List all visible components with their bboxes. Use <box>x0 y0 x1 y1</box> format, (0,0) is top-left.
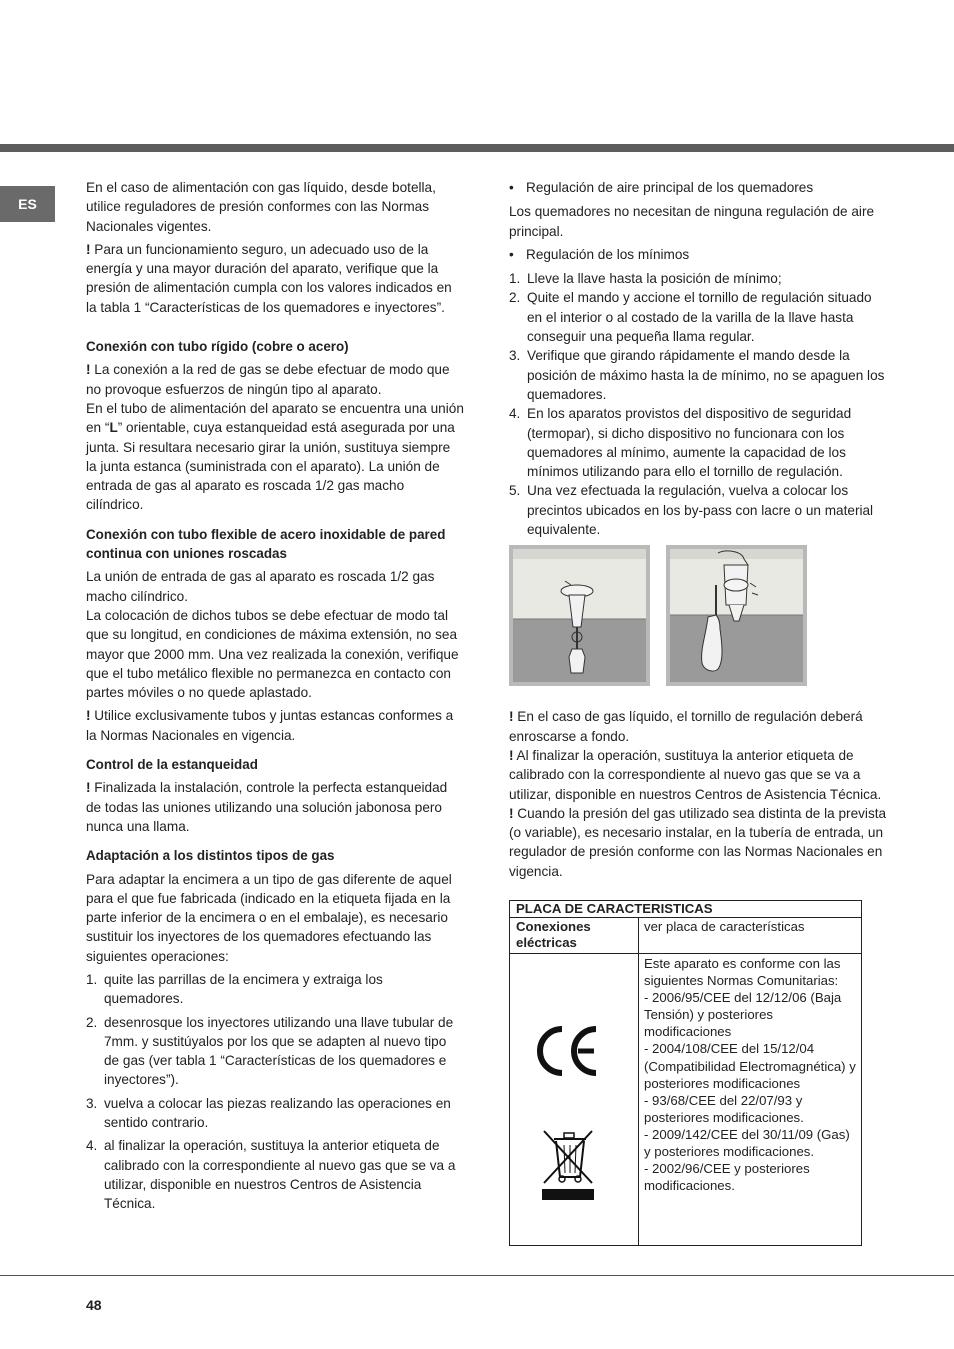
air-regulation-text: Los quemadores no necesitan de ninguna regulación de aire principal. <box>509 204 875 239</box>
right-column <box>509 178 889 885</box>
norm-item: - 2006/95/CEE del 12/12/06 (Baja Tensión) y posteriores modificaciones <box>644 990 842 1040</box>
list-item: 4. En los aparatos provistos del dispositivo de seguridad (termopar), si dicho dispositivo no funcionara con los quemadores al mínimo, aumente la capacidad de los mínimos utilizando para ello el tornillo de regulación. <box>509 406 852 480</box>
minimum-regulation-steps <box>509 269 889 539</box>
heading-gas-adaptation: Adaptación a los distintos tipos de gas <box>86 848 335 864</box>
warning-icon: ! <box>86 241 91 257</box>
list-item: 2. desenrosque los inyectores utilizando una llave tubular de 7mm. y sustitúyalos por los que se adapten al nuevo tipo de gas (ver tabla 1 “Características de los quemadores e inyectores”). <box>86 1014 454 1088</box>
regulation-illustrations <box>509 545 889 687</box>
list-item: 1. quite las parrillas de la encimera y extraiga los quemadores. <box>86 971 383 1007</box>
heading-leak-control: Control de la estanqueidad <box>86 757 258 773</box>
warning-icon: ! <box>509 805 514 821</box>
norm-item: - 2002/96/CEE y posteriores modificaciones. <box>644 1161 810 1194</box>
list-item: 3. vuelva a colocar las piezas realizando las operaciones en sentido contrario. <box>86 1095 451 1131</box>
rating-plate-table <box>509 900 862 1246</box>
heading-flexible-tube: Conexión con tubo flexible de acero inoxidable de pared continua con uniones roscadas <box>86 526 446 562</box>
safety-note: ! Para un funcionamiento seguro, un adecuado uso de la energía y una mayor duración del aparato, verifique que la presión de alimentación cumpla con los valores indicados en la tabla 1 “Características de los quemadores e inyectores”. <box>86 241 452 315</box>
screwdriver-illustration-1 <box>509 545 650 686</box>
list-item: 3. Verifique que girando rápidamente el mando desde la posición de máximo hasta la de mínimo, no se apaguen los quemadores. <box>509 348 885 402</box>
flexible-tube-note: ! Utilice exclusivamente tubos y juntas estancas conformes a la Normas Nacionales en vigencia. <box>86 708 454 743</box>
table-title: PLACA DE CARACTERISTICAS <box>510 901 861 918</box>
list-item: 4. al finalizar la operación, sustituya la anterior etiqueta de calibrado con la correspondiente al nuevo gas que se va a utilizar, disponible en nuestros Centros de Asistencia Técnica. <box>86 1138 456 1212</box>
electrical-connections-label: Conexiones eléctricas <box>516 919 591 950</box>
bullet-minimum-regulation: • Regulación de los mínimos <box>509 246 690 262</box>
rigid-tube-text: ! La conexión a la red de gas se debe efectuar de modo que no provoque esfuerzos de ningún tipo al aparato. En el tubo de alimentación del aparato se encuentra una unión en “L” orientable, cuya estanqueidad está asegurada por una junta. Si resultara necesario girar la unión, sustituya siempre la junta estanca (suministrada con el aparato). La unión de entrada de gas al aparato es roscada 1/2 gas macho cilíndrico. <box>86 362 464 513</box>
norm-item: - 2004/108/CEE del 15/12/04 (Compatibilidad Electromagnética) y posteriores modificaciones <box>644 1041 856 1091</box>
top-rule <box>0 144 954 152</box>
page-number: 48 <box>86 1297 102 1313</box>
leak-control-text: ! Finalizada la instalación, controle la perfecta estanqueidad de todas las uniones utilizando una solución jabonosa pero nunca una llama. <box>86 780 448 834</box>
warning-icon: ! <box>86 708 91 724</box>
heading-rigid-tube: Conexión con tubo rígido (cobre o acero) <box>86 339 349 355</box>
adaptation-steps <box>86 970 464 1214</box>
warning-icon: ! <box>509 709 514 725</box>
list-item: 5. Una vez efectuada la regulación, vuelva a colocar los precintos ubicados en los by-pass con lacre o un material equivalente. <box>509 483 874 538</box>
bullet-air-regulation: • Regulación de aire principal de los quemadores <box>509 180 814 195</box>
weee-bin-icon <box>540 1127 596 1201</box>
intro-paragraph: En el caso de alimentación con gas líquido, desde botella, utilice reguladores de presión conformes con las Normas Nacionales vigentes. <box>86 180 436 234</box>
bottom-rule <box>0 1275 954 1276</box>
warning-icon: ! <box>509 747 514 763</box>
norm-item: - 93/68/CEE del 22/07/93 y posteriores modificaciones. <box>644 1092 804 1125</box>
language-tab: ES <box>0 186 55 222</box>
warning-icon: ! <box>86 780 91 796</box>
left-column <box>86 178 464 1218</box>
screwdriver-illustration-2 <box>666 545 807 686</box>
gas-adaptation-text: Para adaptar la encimera a un tipo de gas diferente de aquel para el que fue fabricada (indicado en la etiqueta fijada en la parte inferior de la encimera o en el embalaje), es necesario sustituir los inyectores de los quemadores efectuando las siguientes operaciones: <box>86 871 452 964</box>
norm-item: Este aparato es conforme con las siguientes Normas Comunitarias: <box>644 956 841 989</box>
list-item: 2. Quite el mando y accione el tornillo de regulación situado en el interior o al costado de la varilla de la llave hasta conseguir una pequeña llama regular. <box>509 290 872 345</box>
lpg-note: ! En el caso de gas líquido, el tornillo de regulación deberá enroscarse a fondo. ! Al finalizar la operación, sustituya la anterior etiqueta de calibrado con la correspondiente al nuevo gas que se va a utilizar, disponible en nuestros Centros de Asistencia Técnica. ! Cuando la presión del gas utilizado sea distinta de la prevista (o variable), es necesario instalar, en la tubería de entrada, un regulador de presión conforme con las Normas Nacionales en vigencia. <box>509 709 887 879</box>
flexible-tube-text: La unión de entrada de gas al aparato es roscada 1/2 gas macho cilíndrico. La colocación de dichos tubos se debe efectuar de modo tal que su longitud, en condiciones de máxima extensión, no sea mayor que 2000 mm. Una vez realizada la conexión, verifique que el tubo metálico flexible no permanezca en contacto con partes móviles o no quede aplastado. <box>86 569 459 701</box>
norms-list <box>644 955 858 1194</box>
list-item: 1. Lleve la llave hasta la posición de mínimo; <box>509 271 782 287</box>
electrical-connections-value: ver placa de características <box>644 919 805 934</box>
warning-icon: ! <box>86 362 91 378</box>
ce-mark-icon <box>534 1023 602 1079</box>
norm-item: - 2009/142/CEE del 30/11/09 (Gas) y posteriores modificaciones. <box>644 1126 850 1160</box>
